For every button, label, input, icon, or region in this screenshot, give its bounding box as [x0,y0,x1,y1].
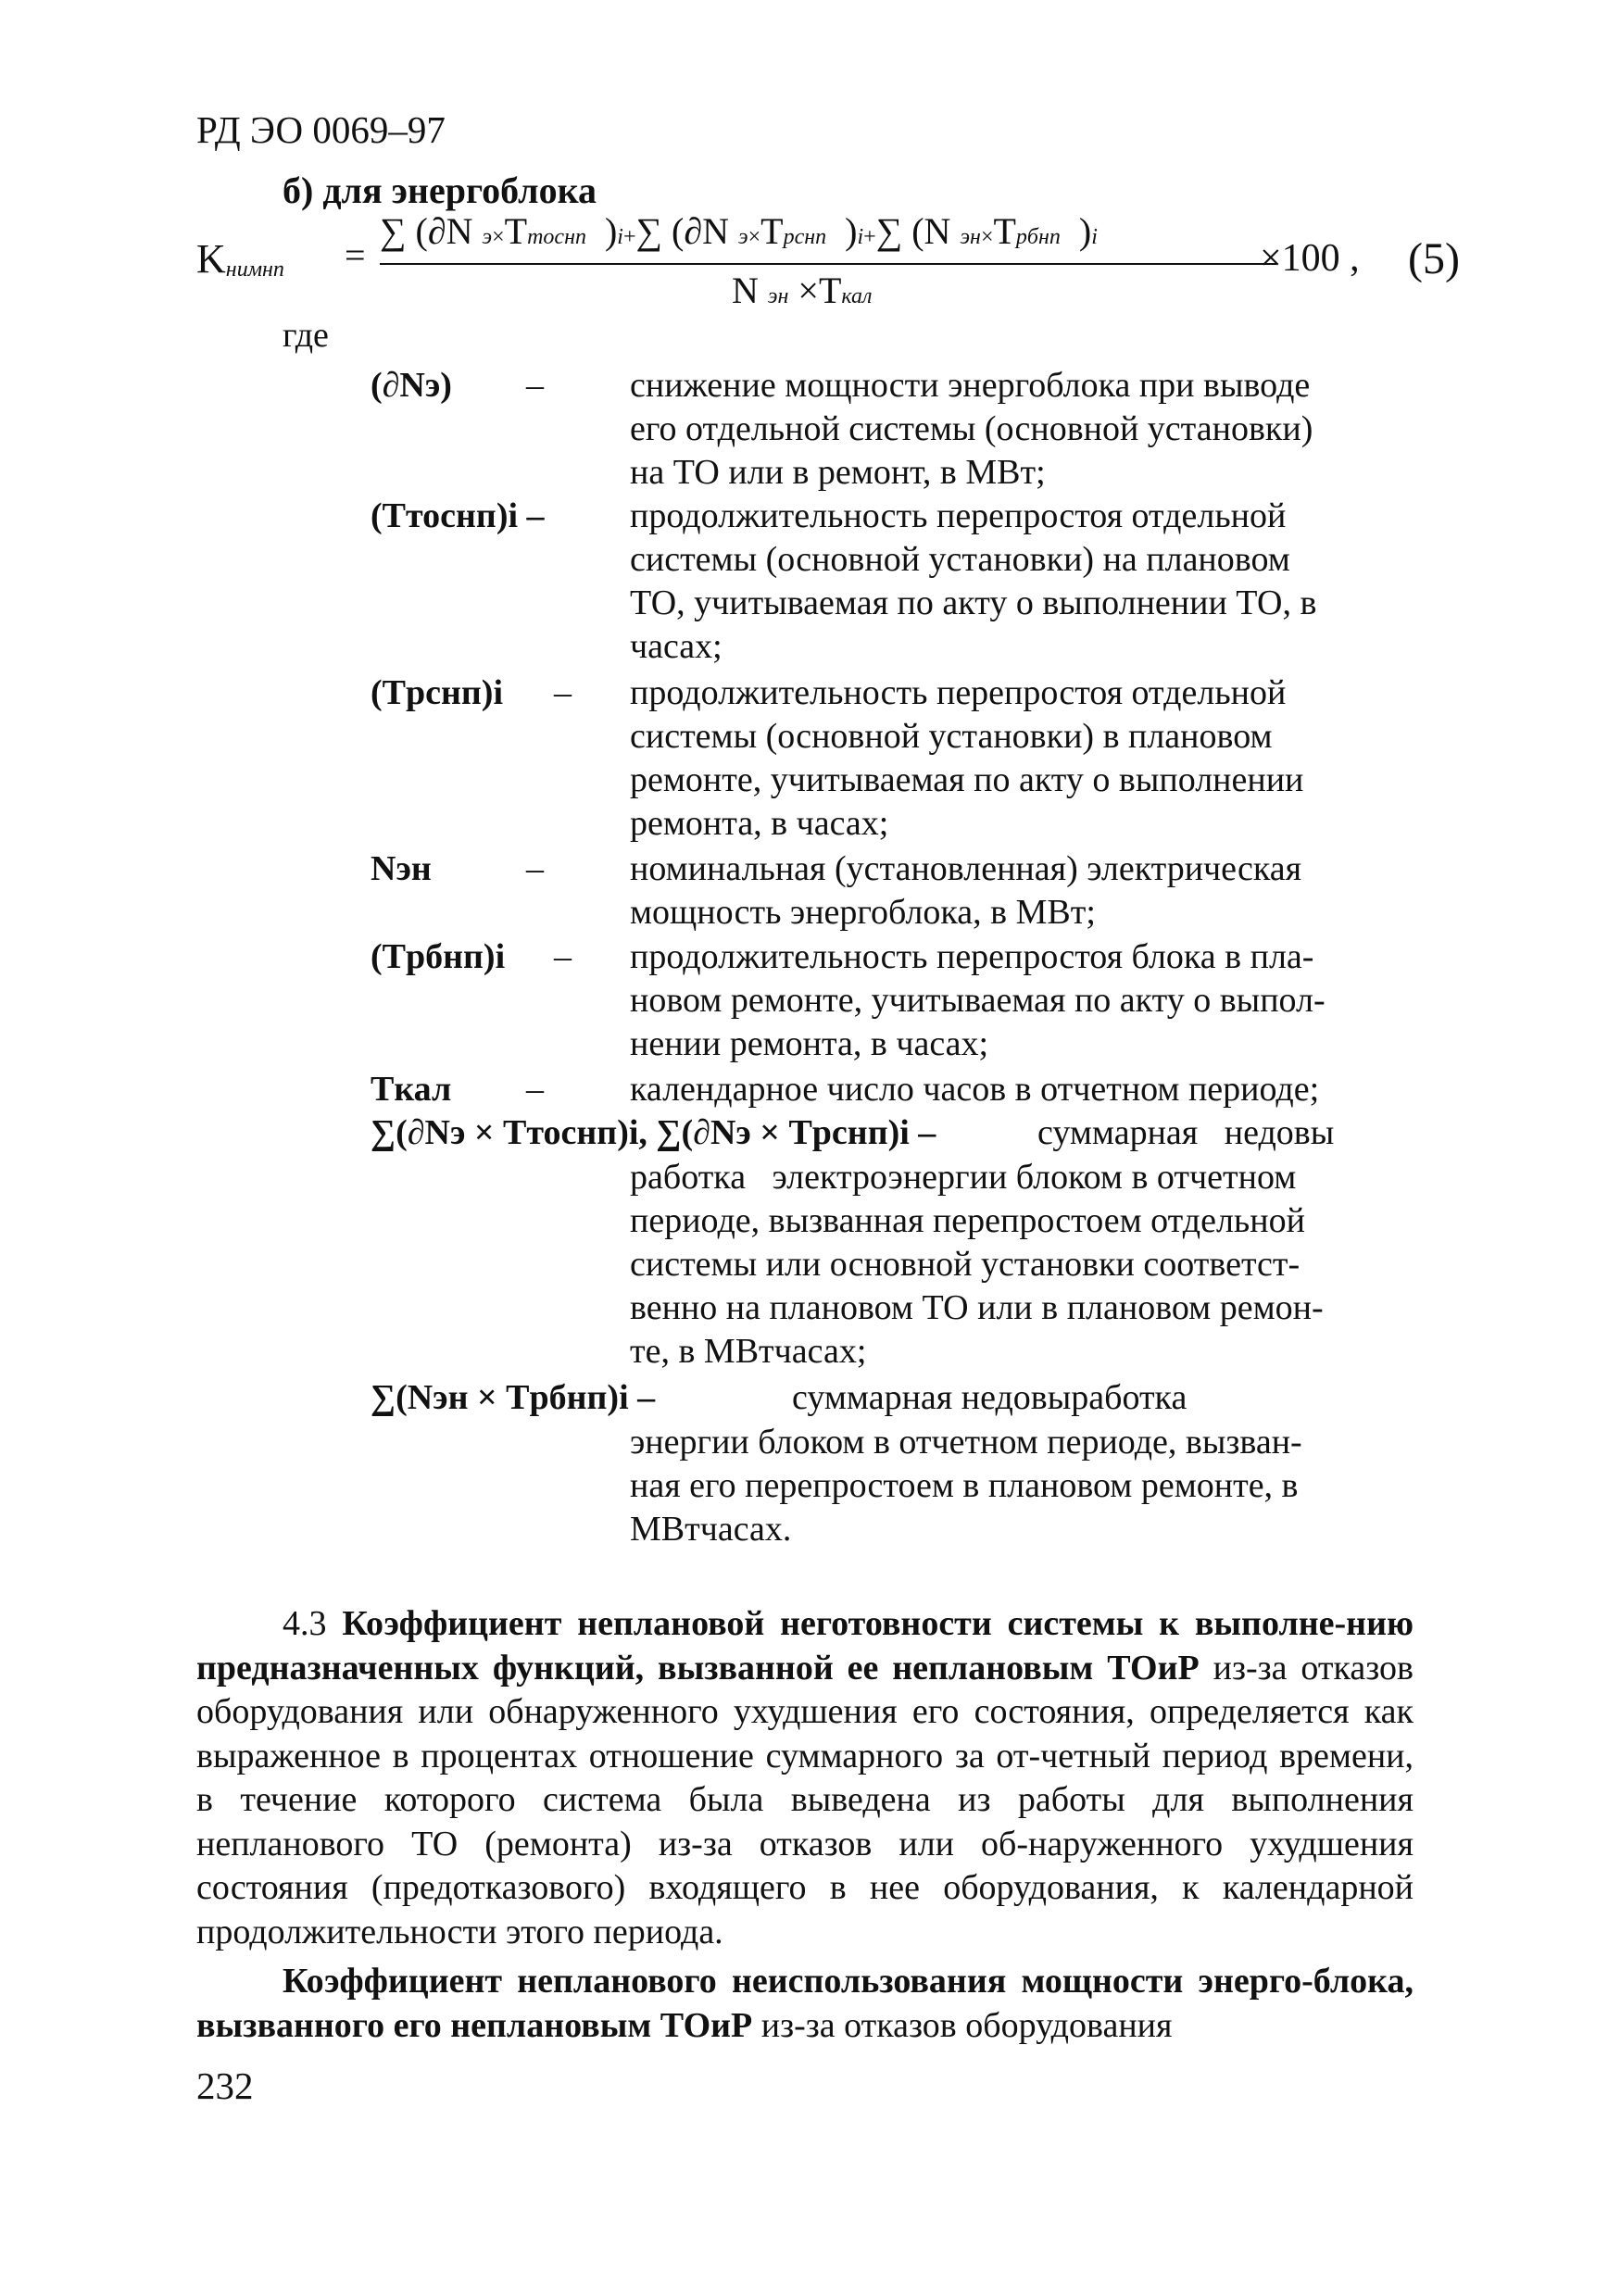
subheading: б) для энергоблока [283,169,597,211]
definition-dash: – [526,849,544,888]
definition-term: (Tтоснп)i – [371,496,545,535]
definition-text: снижение мощности энергоблока при выводе его отдельной системы (основной установки) на ТО или в ремонт, в МВт; [630,366,1313,492]
paragraph-4-3-text: из-за отказов оборудования или обнаруженного ухудшения его состояния, определяется как выраженное в процентах отношение суммарного за от-четный период времени, в течение которого система была выведена из работы для выполнения непланового ТО (ремонта) из-за отказов или об-наруженного ухудшения состояния (предотказового) входящего в нее оборудования, к календарной продолжительности этого периода. [196,1648,1414,1951]
document-code: РД ЭО 0069–97 [196,108,446,151]
definition-text: продолжительность перепростоя блока в пла- новом ремонте, учитываемая по акту о выпол- нении ремонта, в часах; [630,937,1326,1063]
paragraph-4-3-bold: Коэффициент неплановой неготовности системы к выполне-нию предназначенных функций, вызванной ее неплановым ТОиР [196,1604,1414,1687]
definition-dash: – [526,1070,544,1109]
definition-term: (Tрбнп)i [371,937,506,976]
definition-term: Nэн [371,849,432,888]
page-number: 232 [196,2064,254,2107]
definition-dash: – [526,366,544,405]
definition-term: Tкал [371,1070,452,1109]
definition-dash: – [554,937,572,976]
paragraph-next-text: из-за отказов оборудования [752,2005,1173,2045]
formula-equals: = [345,234,366,276]
paragraph-next [196,1960,1414,2048]
definition-dash: – [554,673,572,712]
definition-text: номинальная (установленная) электрическая мощность энергоблока, в МВт; [630,849,1302,932]
fraction-bar [380,263,1276,265]
definition-text: продолжительность перепростоя отдельной системы (основной установки) в плановом ремонте, учитываемая по акту о выполнении ремонта, в часах; [630,673,1304,843]
section-number: 4.3 [283,1604,343,1643]
sum-definition-first-line: суммарная недовыработка [792,1378,1187,1417]
sum-definition-term: ∑(∂Nэ × Tтоснп)i, ∑(∂Nэ × Tрснп)i – [371,1113,936,1152]
definition-term: (∂Nэ) [371,366,452,405]
sum-definition-text: энергии блоком в отчетном периоде, вызван- ная его перепростоем в плановом ремонте, в МВтчасах. [630,1423,1302,1549]
paragraph-next-bold: Коэффициент непланового неиспользования мощности энерго-блока, вызванного его неплановым ТОиР [196,1962,1414,2045]
definition-text: продолжительность перепростоя отдельной системы (основной установки) на плановом ТО, учитываемая по акту о выполнении ТО, в часах; [630,496,1317,666]
where-label: где [283,316,329,355]
definition-text: календарное число часов в отчетном периоде; [630,1070,1320,1109]
sum-definition-text: работка электроэнергии блоком в отчетном периоде, вызванная перепростоем отдельной системы или основной установки соответст- венно на плановом ТО или в плановом ремон- те, в МВтчасах; [630,1158,1324,1371]
sum-definition-first-line: суммарная недовы [1037,1113,1335,1152]
sum-definition-term: ∑(Nэн × Tрбнп)i – [371,1378,656,1417]
paragraph-4-3 [196,1602,1414,1954]
formula-multiplier: ×100 , [1260,237,1360,280]
formula-denominator: N эн ×Tкал [732,270,873,311]
formula-number: (5) [1408,234,1460,283]
definition-term: (Tрснп)i [371,673,504,712]
formula-lhs: $K_{нимнп}$ [196,236,284,282]
formula-numerator: ∑ (∂N э×Tтоснп )i+∑ (∂N э×Tрснп )i+∑ (N эн×Tрбнп )i [380,210,1098,252]
